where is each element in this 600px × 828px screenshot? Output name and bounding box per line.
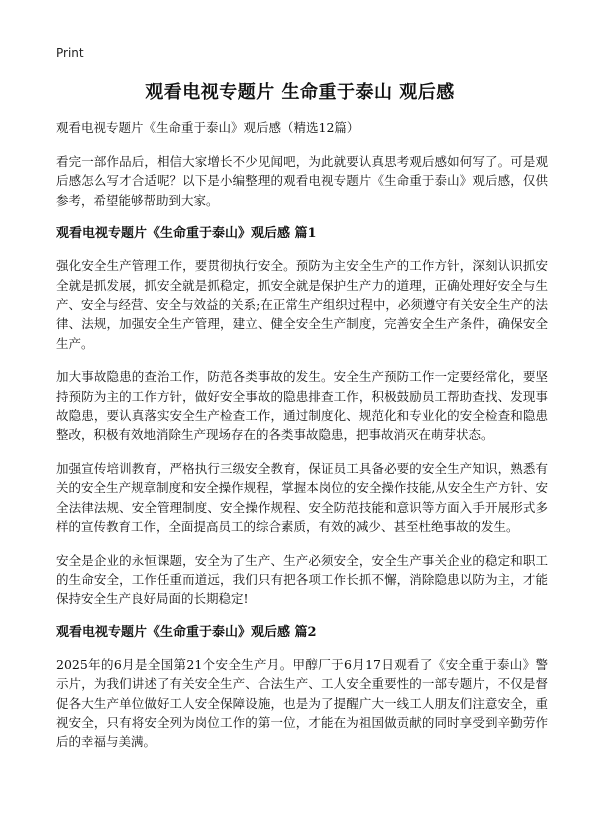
print-link[interactable]: Print: [56, 46, 84, 60]
section-heading-2: 观看电视专题片《生命重于泰山》观后感 篇2: [56, 624, 317, 640]
section-1-paragraph-2: 加大事故隐患的查治工作，防范各类事故的发生。安全生产预防工作一定要经常化，要坚持预防为主的工作方针，做好安全事故的隐患排查工作，积极鼓励员工帮助查找、发现事故隐患，要认真落实安全生产检查工作，通过制度化、规范化和专业化的安全检查和隐患整改，积极有效地消除生产现场存在的各类事故隐患，把事故消灭在萌芽状态。: [56, 369, 548, 443]
section-1-paragraph-3: 加强宣传培训教育，严格执行三级安全教育，保证员工具备必要的安全生产知识，熟悉有关的安全生产规章制度和安全操作规程，掌握本岗位的安全操作技能,从安全生产方针、安全法律法规、安全管理制度、安全操作规程、安全防范技能和意识等方面入手开展形式多样的宣传教育工作，全面提高员工的综合素质，有效的减少、甚至杜绝事故的发生。: [56, 460, 548, 535]
section-1-paragraph-1: 强化安全生产管理工作，要贯彻执行安全。预防为主安全生产的工作方针，深刻认识抓安全就是抓发展，抓安全就是抓稳定，抓安全就是保护生产力的道理，正确处理好安全与生产、安全与经营、安全与效益的关系;在正常生产组织过程中，必须遵守有关安全生产的法律、法规，加强安全生产管理，建立、健全安全生产制度，完善安全生产条件，确保安全生产。: [56, 258, 548, 351]
article-subtitle: 观看电视专题片《生命重于泰山》观后感（精选12篇）: [56, 120, 360, 135]
section-2-paragraph-1: 2025年的6月是全国第21个安全生产月。甲醇厂于6月17日观看了《安全重于泰山》警示片，为我们讲述了有关安全生产、合法生产、工人安全重要性的一部专题片，不仅是督促各大生产单位做好工人安全保障设施，也是为了提醒广大一线工人朋友们注意安全，重视安全，只有将安全列为岗位工作的第一位，才能在为祖国做贡献的同时享受到辛勤劳作后的幸福与美满。: [56, 656, 548, 750]
section-1-paragraph-4: 安全是企业的永恒课题，安全为了生产、生产必须安全，安全生产事关企业的稳定和职工的生命安全，工作任重而道远，我们只有把各项工作长抓不懈，消除隐患以防为主，才能保持安全生产良好局面的长期稳定!: [56, 552, 548, 607]
article-body: [56, 118, 548, 766]
section-heading-1: 观看电视专题片《生命重于泰山》观后感 篇1: [56, 226, 317, 242]
intro-paragraph: 看完一部作品后，相信大家增长不少见闻吧，为此就要认真思考观后感如何写了。可是观后感怎么写才合适呢？以下是小编整理的观看电视专题片《生命重于泰山》观后感，仅供参考，希望能够帮助到大家。: [56, 154, 548, 208]
page-title: 观看电视专题片 生命重于泰山 观后感: [145, 82, 455, 103]
